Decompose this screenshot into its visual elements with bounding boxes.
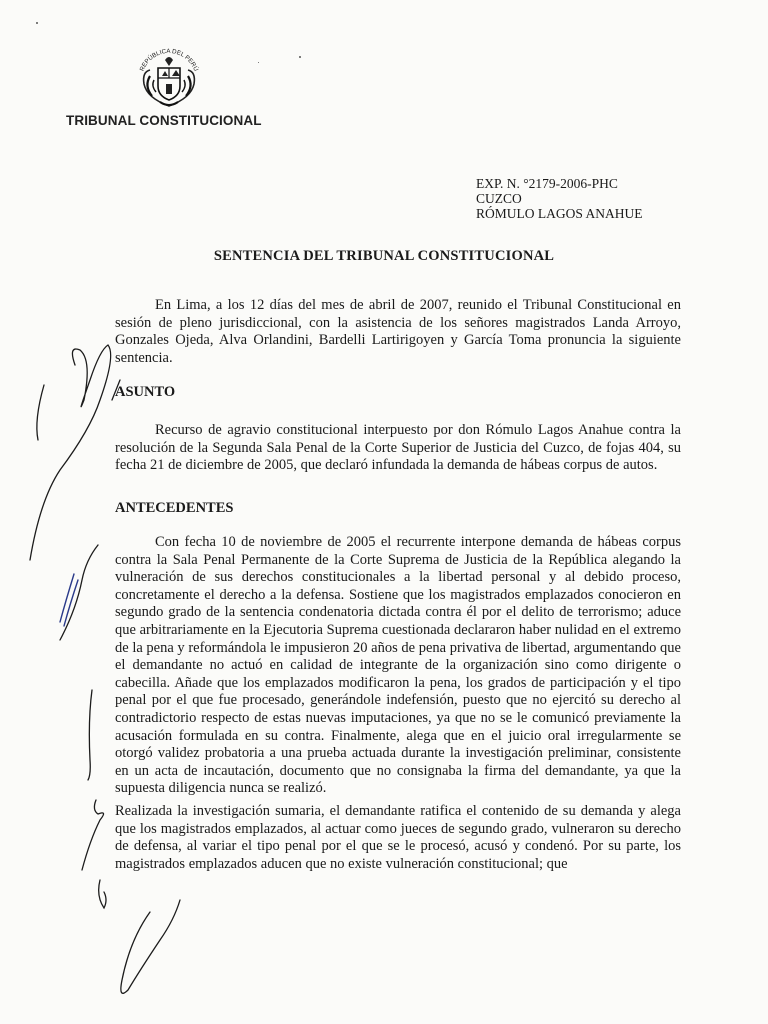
institution-name: TRIBUNAL CONSTITUCIONAL bbox=[66, 113, 262, 128]
case-party: RÓMULO LAGOS ANAHUE bbox=[476, 206, 643, 221]
case-location: CUZCO bbox=[476, 191, 522, 206]
margin-stroke bbox=[82, 800, 104, 870]
coat-of-arms-seal-icon bbox=[132, 40, 206, 114]
document-title: SENTENCIA DEL TRIBUNAL CONSTITUCIONAL bbox=[213, 248, 555, 264]
section-heading-antecedentes: ANTECEDENTES bbox=[115, 500, 234, 516]
antecedentes-paragraph-2: Realizada la investigación sumaria, el demandante ratifica el contenido de su demanda y alega que los magistrados emplazados, al actuar como jueces de segundo grado, vulneraron su derecho de defensa, al variar el tipo penal por el que se le procesó, acusó y condenó. Por su parte, los magistrados emplazados aducen que no existe vulneración constitucional; que bbox=[115, 803, 681, 872]
seal-text: REPÚBLICA DEL PERÚ bbox=[138, 47, 200, 73]
margin-stroke bbox=[37, 385, 44, 440]
margin-signature-top bbox=[30, 345, 111, 560]
blue-ink-mark bbox=[60, 574, 78, 626]
case-info-block bbox=[476, 176, 643, 221]
antecedentes-paragraph-1: Con fecha 10 de noviembre de 2005 el recurrente interpone demanda de hábeas corpus contra la Sala Penal Permanente de la Corte Suprema de Justicia de la República alegando la vulneración de sus derechos constitucionales a la libertad personal y al debido proceso, concretamente el derecho a la defensa. Sostiene que los magistrados emplazados conocieron en segundo grado de la sentencia condenatoria dictada contra él por el delito de terrorismo; aduce que arbitrariamente en la Ejecutoria Suprema cuestionada declararon haber nulidad en el extremo de la pena y reformándola le impusieron 20 años de pena privativa de libertad, argumentando que el demandante no actuó en calidad de integrante de la organización sino como dirigente o cabecilla. Añade que los emplazados modificaron la pena, los grados de participación y el tipo penal por el que fue procesado, generándole indefensión, puesto que no ejercitó su derecho al contradictorio respecto de estas nuevas imputaciones, ya que no se le comunicó previamente la acusación formulada en su contra. Finalmente, alega que en el juicio oral irregularmente se otorgó validez probatoria a una prueba actuada durante la investigación preliminar, consistente en un acta de incautación, documento que no consignaba la firma del demandante, ya que la supuesta diligencia nunca se realizó. bbox=[115, 534, 681, 797]
case-number: EXP. N. °2179-2006-PHC bbox=[476, 176, 618, 191]
section-heading-asunto: ASUNTO bbox=[115, 384, 176, 400]
intro-paragraph: En Lima, a los 12 días del mes de abril de 2007, reunido el Tribunal Constitucional en sesión de pleno jurisdiccional, con la asistencia de los señores magistrados Landa Arroyo, Gonzales Ojeda, Alva Orlandini, Bardelli Lartirigoyen y García Toma pronuncia la siguiente sentencia. bbox=[115, 297, 681, 366]
margin-signature-bottom bbox=[121, 900, 180, 993]
scan-speck bbox=[36, 22, 38, 24]
scan-speck bbox=[299, 56, 301, 58]
margin-stroke bbox=[60, 545, 98, 640]
margin-stroke bbox=[99, 880, 106, 908]
margin-stroke bbox=[88, 690, 92, 780]
scan-speck bbox=[258, 62, 259, 63]
asunto-paragraph: Recurso de agravio constitucional interpuesto por don Rómulo Lagos Anahue contra la resolución de la Segunda Sala Penal de la Corte Superior de Justicia del Cuzco, de fojas 404, su fecha 21 de diciembre de 2005, que declaró infundada la demanda de hábeas corpus de autos. bbox=[115, 422, 681, 474]
